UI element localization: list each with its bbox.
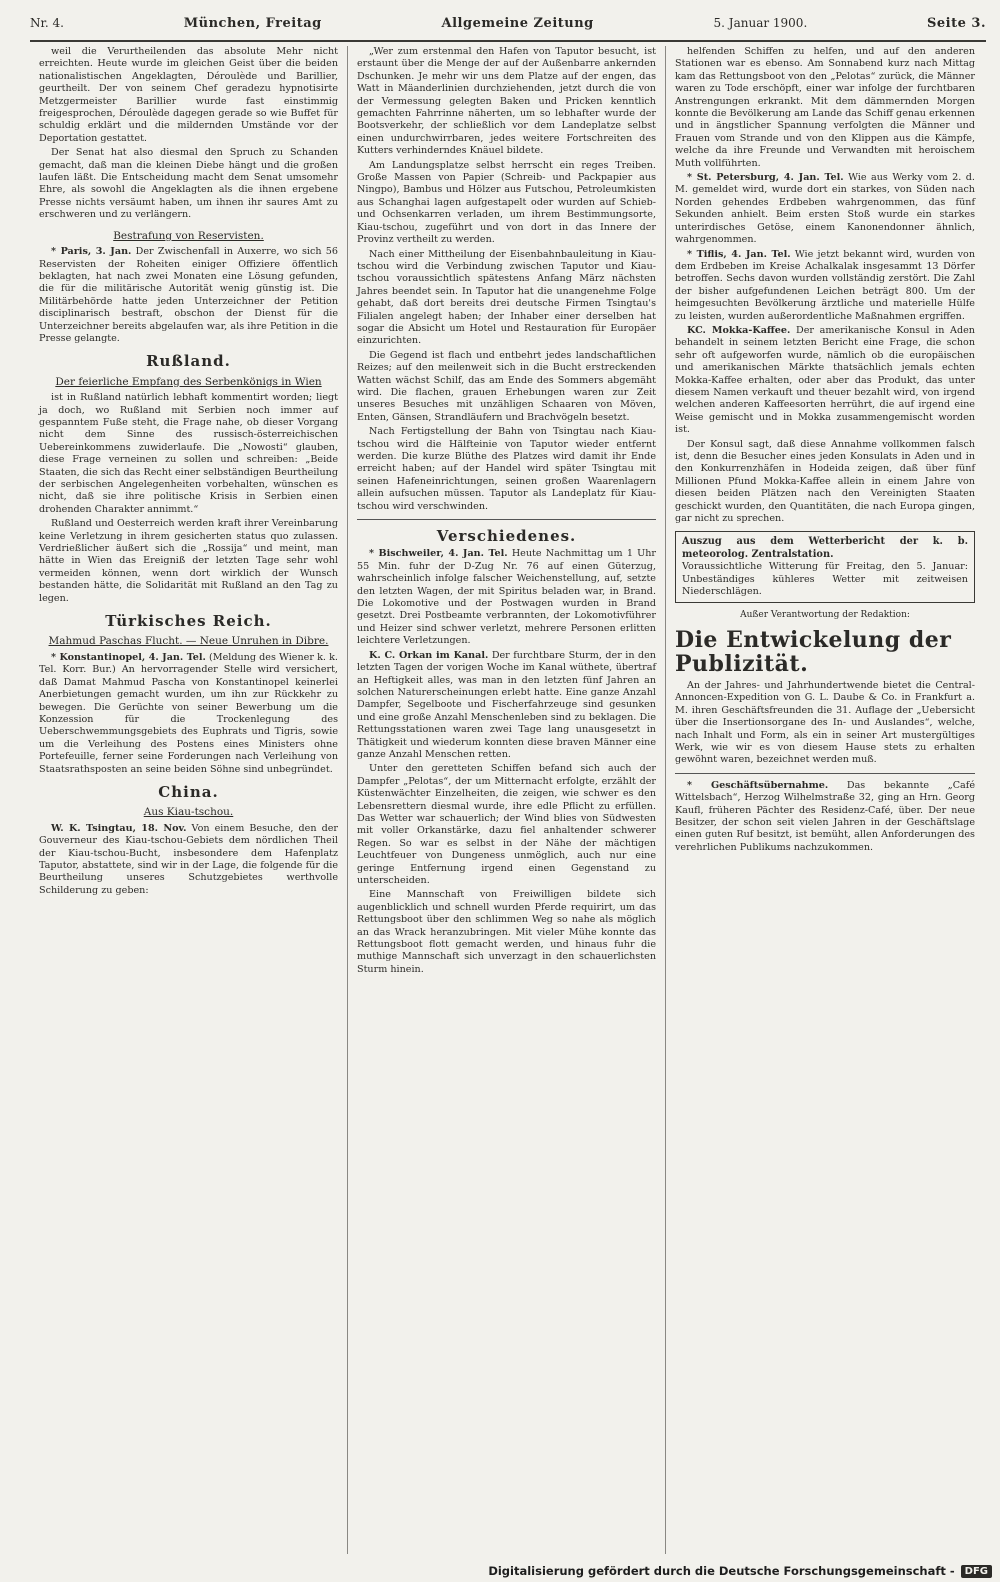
dateline: * Geschäftsübernahme. (687, 779, 829, 791)
article-text (675, 780, 975, 854)
section-subheading: Mahmud Paschas Flucht. — Neue Unruhen in Dibre. (48, 635, 329, 648)
article-body: Das bekannte „Café Wittelsbach“, Herzog Wilhelmstraße 32, ging an Hrn. Georg Kaufl, früheren Pächter des Residenz-Café, über. Der neue Besitzer, der schon seit vielen Jahren in der Geschäftslage einen guten Ruf besitzt, ist bemüht, allen Anforderungen des verehrlichen Publikums nachzukommen. (675, 779, 975, 853)
article-text (675, 172, 975, 246)
article-text (39, 652, 338, 776)
article-body: (Meldung des Wiener k. k. Tel. Korr. Bur.) An hervorragender Stelle wird versichert, daß Damat Mahmud Pascha von Konstantinopel keinerlei Anerbietungen gemacht wurden, um ihn zur Rückkehr zu bewegen. Die Gerüchte von seiner Bewerbung um die Konzession für die Trockenlegung des Ueberschwemmungsgebiets des Euphrats und Tigris, sowie um die Verleihung des Postens eines Ministers ohne Portefeuille, ferner seine Forderungen nach Verleihung von Staatsrathsposten an seine beiden Söhne sind unbegründet. (39, 651, 338, 775)
editorial-disclaimer: Außer Verantwortung der Redaktion: (740, 610, 910, 621)
column-3 (666, 46, 984, 1554)
weather-report-box (675, 531, 975, 603)
section-heading: Verschiedenes. (436, 527, 577, 546)
article-text: „Wer zum erstenmal den Hafen von Taputor besucht, ist erstaunt über die Menge der auf der Außenbarre ankernden Dschunken. Je mehr wir uns dem Platze auf der engen, das Watt in Mäanderlinien durchziehenden, jetzt durch die von der Vermessung gelegten Baken und Pricken kenntlich gemachten Fahrrinne näherten, um so lebhafter wurde der Bootsverkehr, der schließlich vor dem Landeplatze selbst einen undurchwirrbaren, jedes weitere Fortschreiten des Kutters verhinderndes Knäuel bildete. (357, 46, 656, 157)
dfg-logo-icon: DFG (961, 1565, 992, 1578)
section-subheading: Bestrafung von Reservisten. (113, 229, 264, 242)
weather-report-text: Voraussichtliche Witterung für Freitag, den 5. Januar: Unbeständiges kühleres Wetter mit zeitweisen Niederschlägen. (682, 561, 968, 598)
article-body: Heute Nachmittag um 1 Uhr 55 Min. fuhr der D-Zug Nr. 76 auf einen Güterzug, wahrscheinlich infolge falscher Weichenstellung, auf, setzte den letzten Wagen, der mit Spiritus beladen war, in Brand. Die Lokomotive und der Postwagen wurden in Brand gesetzt. Drei Postbeamte verbrannten, der Lokomotivführer und Heizer sind schwer verletzt, mehrere Personen erlitten leichtere Verletzungen. (357, 548, 656, 647)
dateline: * Tiflis, 4. Jan. Tel. (687, 248, 791, 260)
weather-report-title: Auszug aus dem Wetterbericht der k. b. meteorolog. Zentralstation. (682, 536, 968, 560)
article-text (39, 246, 338, 345)
column-1 (30, 46, 348, 1554)
article-body: Wie jetzt bekannt wird, wurden von dem Erdbeben im Kreise Achalkalak insgesammt 13 Dörfer betroffen. Sechs davon wurden vollständig zerstört. Die Zahl der bisher aufgefundenen Leichen beträgt 800. Um der heimgesuchten Bevölkerung ärztliche und materielle Hülfe zu leisten, wurden außerordentliche Maßnahmen ergriffen. (675, 248, 975, 322)
section-subheading: Der feierliche Empfang des Serbenkönigs in Wien (55, 375, 322, 388)
article-text (675, 249, 975, 323)
dateline: * Bischweiler, 4. Jan. Tel. (369, 548, 508, 560)
dateline: W. K. Tsingtau, 18. Nov. (51, 822, 187, 834)
article-body: Wie aus Werky vom 2. d. M. gemeldet wird, wurde dort ein starkes, von Süden nach Norden gehendes Erdbeben wahrgenommen, das fünf Sekunden anhielt. Beim ersten Stoß wurde ein starkes unterirdisches Getöse, einem Kanonendonner ähnlich, wahrgenommen. (675, 172, 975, 246)
dateline: * St. Petersburg, 4. Jan. Tel. (687, 172, 844, 184)
page-header (30, 6, 986, 42)
section-heading: Rußland. (146, 352, 231, 371)
article-body: Der amerikanische Konsul in Aden behandelt in seinem letzten Bericht eine Frage, die schon sehr oft aufgeworfen wurde, nämlich ob die europäischen und amerikanischen Märkte thatsächlich jemals echten Mokka-Kaffee erhalten, oder aber das Produkt, das unter diesem Namen verkauft und theuer bezahlt wird, von irgend welchen anderen Kaffeesorten herrührt, die auf irgend eine Weise gemischt und in Mokka zusammengemischt worden ist. (675, 324, 975, 436)
dateline: * Paris, 3. Jan. (51, 246, 132, 258)
article-body: Von einem Besuche, den der Gouverneur des Kiau-tschou-Gebiets dem nördlichen Theil der Kiau-tschou-Bucht, insbesondere dem Hafenplatz Taputor, abstattete, sind wir in der Lage, die folgende für die Beurtheilung unseres Schutzgebietes werthvolle Schilderung zu geben: (39, 822, 338, 896)
column-2 (348, 46, 666, 1554)
article-text: Eine Mannschaft von Freiwilligen bildete sich augenblicklich und schnell wurden Pferde requirirt, um das Rettungsboot über den schlimmen Weg so nahe als möglich an das Wrack heranzubringen. Mit vieler Mühe konnte das Rettungsboot flott gemacht werden, und hinaus fuhr die muthige Mannschaft sich unverzagt in den schauerlichsten Sturm hinein. (357, 889, 656, 975)
issue-date: 5. Januar 1900. (713, 16, 808, 30)
place-day: München, Freitag (183, 15, 322, 31)
section-subheading: Aus Kiau-tschou. (143, 806, 234, 819)
article-body: Der Zwischenfall in Auxerre, wo sich 56 Reservisten der Roheiten einiger Offiziere öffentlich beklagten, hat nach zwei Monaten eine Lösung gefunden, die für die militärische Autorität wenig günstig ist. Die Militärbehörde hatte jeden Unterzeichner der Petition disciplinarisch bestraft, obschon der Dienst für die Unterzeichner bereits abgelaufen war, als ihre Petition in die Presse gelangte. (39, 246, 338, 344)
dateline: * Konstantinopel, 4. Jan. Tel. (51, 651, 206, 663)
article-text: Nach einer Mittheilung der Eisenbahnbauleitung in Kiau-tschou wird die Verbindung zwischen Taputor und Kiau-tschou voraussichtlich spätestens Anfang März nächsten Jahres beendet sein. In Taputor hat die unangenehme Folge gehabt, daß dort bereits drei deutsche Firmen Tsingtau's Filialen angelegt haben; der Inhaber einer derselben hat sogar die Absicht um Hotel und Restauration für Europäer einzurichten. (357, 248, 656, 347)
article-text: Die Gegend ist flach und entbehrt jedes landschaftlichen Reizes; auf den meilenweit sich in die Bucht erstreckenden Watten wächst Schilf, das am Ende des Sommers abgemäht wird. Die flachen, grauen Erhebungen waren zur Zeit unseres Besuches mit unzähligen Schaaren von Möven, Enten, Gänsen, Strandläufern und Brachvögeln besetzt. (357, 349, 656, 423)
footer-credit: Digitalisierung gefördert durch die Deutsche Forschungsgemeinschaft - (488, 1564, 955, 1578)
article-text: Rußland und Oesterreich werden kraft ihrer Vereinbarung keine Verletzung in ihrem gesicherten status quo zulassen. Verdrießlicher äußert sich die „Rossija“ und meint, man hätte in Wien das Ereigniß der letzten Tage sehr wohl vermeiden können, wenn dort wirklich der Wunsch bestanden hätte, die Solidarität mit Rußland an den Tag zu legen. (39, 518, 338, 604)
section-divider (357, 519, 656, 520)
digitization-footer (0, 1560, 1000, 1582)
article-text (675, 325, 975, 437)
article-text (357, 548, 656, 647)
columns (30, 46, 985, 1554)
article-text: Nach Fertigstellung der Bahn von Tsingtau nach Kiau-tschou wird die Hälfteinie von Taputor wieder entfernt werden. Die kurze Blüthe des Platzes wird damit ihr Ende erreicht haben; auf der Handel wird später Tsingtau mit seinen Hafeneinrichtungen, seinen großen Waarenlagern allein aufsuchen müssen. Taputor als Landeplatz für Kiau-tschou wird verschwinden. (357, 426, 656, 512)
article-text: ist in Rußland natürlich lebhaft kommentirt worden; liegt ja doch, wo Rußland mit Serbien noch immer auf gespanntem Fuße steht, die Frage nahe, ob dieser Vorgang nicht dem Sinne des russisch-österreichischen Uebereinkommens zuwiderlaufe. Die „Nowosti“ glauben, diese Frage verneinen zu sollen und schreiben: „Beide Staaten, die sich das Recht einer selbständigen Beurtheilung der serbischen Angelegenheiten vorbehalten, wünschen es nicht, daß sie ihre politische Krisis in Serbien einen drohenden Charakter annimmt.“ (39, 392, 338, 515)
advertisement-text: An der Jahres- und Jahrhundertwende bietet die Central-Annoncen-Expedition von G. L. Daube & Co. in Frankfurt a. M. ihren Geschäftsfreunden die 31. Auflage der „Uebersicht über die Insertionsorgane des In- und Auslandes“, welche, nach Inhalt und Form, als ein in seiner Art mustergültiges Werk, wie wir es von diesem Hause stets zu erhalten gewöhnt waren, bezeichnet werden muß. (675, 679, 975, 766)
article-text (357, 650, 656, 762)
section-divider (675, 773, 975, 774)
section-heading: China. (158, 782, 219, 801)
page-number: Seite 3. (927, 15, 986, 31)
article-body: Der furchtbare Sturm, der in den letzten Tagen der vorigen Woche im Kanal wüthete, übertraf an Heftigkeit alles, was man in den letzten fünf Jahren an solchen Naturerscheinungen erlebt hatte. Eine ganze Anzahl Dampfer, Segelboote und Fischerfahrzeuge sind gesunken und eine große Anzahl Menschenleben sind zu beklagen. Die Rettungsstationen waren zwei Tage lang unausgesetzt in Thätigkeit und wiederum konnten diese braven Männer eine ganze Anzahl Menschen retten. (357, 649, 656, 760)
article-text: weil die Verurtheilenden das absolute Mehr nicht erreichten. Heute wurde im gleichen Geist über die beiden nationalistischen Angeklagten, Déroulède und Barillier, geurtheilt. Der von seinem Chef geradezu hypnotisirte Metzgermeister Barillier wurde fast einstimmig freigesprochen, Déroulède dagegen gerade so wie Buffet für schuldig erklärt und die mildernden Umstände vor der Deportation gestattet. (39, 46, 338, 144)
dateline: K. C. Orkan im Kanal. (369, 649, 489, 661)
article-text (39, 823, 338, 897)
article-text: Am Landungsplatze selbst herrscht ein reges Treiben. Große Massen von Papier (Schreib- und Packpapier aus Ningpo), Bambus und Hölzer aus Futschou, Petroleumkisten aus Schanghai lagen aufgestapelt oder wurden auf Schieb- und Ochsenkarren verladen, um ihrem Bestimmungsorte, Kiau-tschou, zugeführt und von dort in das Innere der Provinz vertheilt zu werden. (357, 159, 656, 246)
article-text: Der Konsul sagt, daß diese Annahme vollkommen falsch ist, denn die Besucher eines jeden Konsulats in Aden und in den Konkurrenzhäfen in Hodeida zeigen, daß über fünf Millionen Pfund Mokka-Kaffee allein in einem Jahre von diesen beiden Plätzen nach den Vereinigten Staaten geschickt wurden, den Quantitäten, die nach Europa gingen, gar nicht zu sprechen. (675, 438, 975, 525)
article-text: Unter den geretteten Schiffen befand sich auch der Dampfer „Pelotas“, der um Mitternacht erfolgte, erzählt der Küstenwächter Einzelheiten, die zeigen, wie schwer es den Lebensrettern diesmal wurde, ihre edle Pflicht zu erfüllen. Das Wetter war schauerlich; der Wind blies von Südwesten mit voller Orkanstärke, dazu fiel anhaltender schwerer Regen. So war es selbst in der Nähe der mächtigen Leuchtfeuer von Dungeness unmöglich, auch nur eine geringe Entfernung irgend einen Gegenstand zu unterscheiden. (357, 763, 656, 886)
issue-number: Nr. 4. (30, 16, 64, 30)
article-text: Der Senat hat also diesmal den Spruch zu Schanden gemacht, daß man die kleinen Diebe hängt und die großen laufen läßt. Die Entscheidung macht dem Senat umsomehr Ehre, als sowohl die Angeklagten als die ihnen ergebene Presse nichts versäumt haben, um ihnen ihr saures Amt zu erschweren und zu verlängern. (39, 147, 338, 221)
section-heading: Türkisches Reich. (105, 612, 272, 631)
dateline: KC. Mokka-Kaffee. (687, 324, 791, 336)
masthead-title: Allgemeine Zeitung (441, 15, 594, 31)
article-text: helfenden Schiffen zu helfen, und auf den anderen Stationen war es ebenso. Am Sonnabend kurz nach Mittag kam das Rettungsboot von den „Pelotas“ zurück, die Männer waren zu Tode erschöpft, einer war infolge der furchtbaren Anstrengungen erkrankt. Mit dem dämmernden Morgen konnte die Bevölkerung am Lande das Schiff genau erkennen und in ängstlicher Spannung verfolgten die Männer und Frauen vom Strande und von den Klippen aus die Kämpfe, welche da ihre Freunde und Verwandten mit heroischem Muth vollführten. (675, 46, 975, 169)
advertisement-title: Die Entwickelung der Publizität. (675, 626, 952, 677)
